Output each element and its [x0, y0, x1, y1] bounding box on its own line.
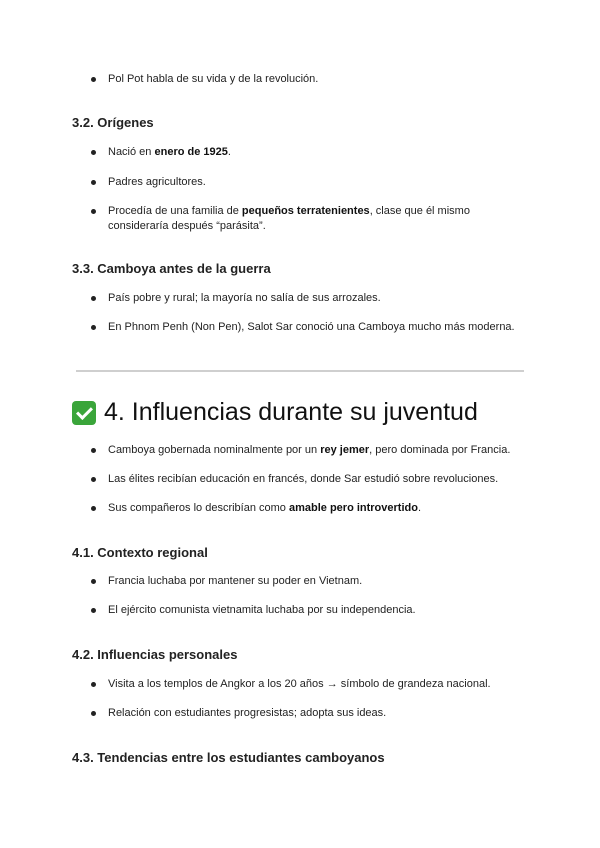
section-heading-3-3: 3.3. Camboya antes de la guerra [72, 261, 271, 276]
list-item: Padres agricultores. [108, 175, 528, 190]
section-heading-3-2: 3.2. Orígenes [72, 115, 154, 130]
list-item: Francia luchaba por mantener su poder en Vietnam. [108, 574, 528, 589]
list-item: Relación con estudiantes progresistas; adopta sus ideas. [108, 706, 528, 721]
list-item: Camboya gobernada nominalmente por un rey jemer, pero dominada por Francia. [108, 443, 528, 458]
horizontal-divider [76, 370, 524, 372]
section-heading-4-2: 4.2. Influencias personales [72, 647, 238, 662]
list-item: País pobre y rural; la mayoría no salía de sus arrozales. [108, 291, 528, 306]
list-item: Nació en enero de 1925. [108, 145, 528, 160]
check-mark-icon [72, 401, 96, 425]
list-item: En Phnom Penh (Non Pen), Salot Sar conoció una Camboya mucho más moderna. [108, 320, 528, 335]
list-item: Procedía de una familia de pequeños terratenientes, clase que él mismo consideraría después “parásita”. [108, 204, 528, 234]
list-item: Las élites recibían educación en francés, donde Sar estudió sobre revoluciones. [108, 472, 528, 487]
section-heading-4-1: 4.1. Contexto regional [72, 545, 208, 560]
list-item: Pol Pot habla de su vida y de la revolución. [108, 72, 528, 87]
section-heading-4-3: 4.3. Tendencias entre los estudiantes camboyanos [72, 750, 385, 765]
section-heading-4: 4. Influencias durante su juventud [72, 398, 478, 427]
list-item: El ejército comunista vietnamita luchaba por su independencia. [108, 603, 528, 618]
list-item: Visita a los templos de Angkor a los 20 años → símbolo de grandeza nacional. [108, 677, 528, 692]
list-item: Sus compañeros lo describían como amable pero introvertido. [108, 501, 528, 516]
